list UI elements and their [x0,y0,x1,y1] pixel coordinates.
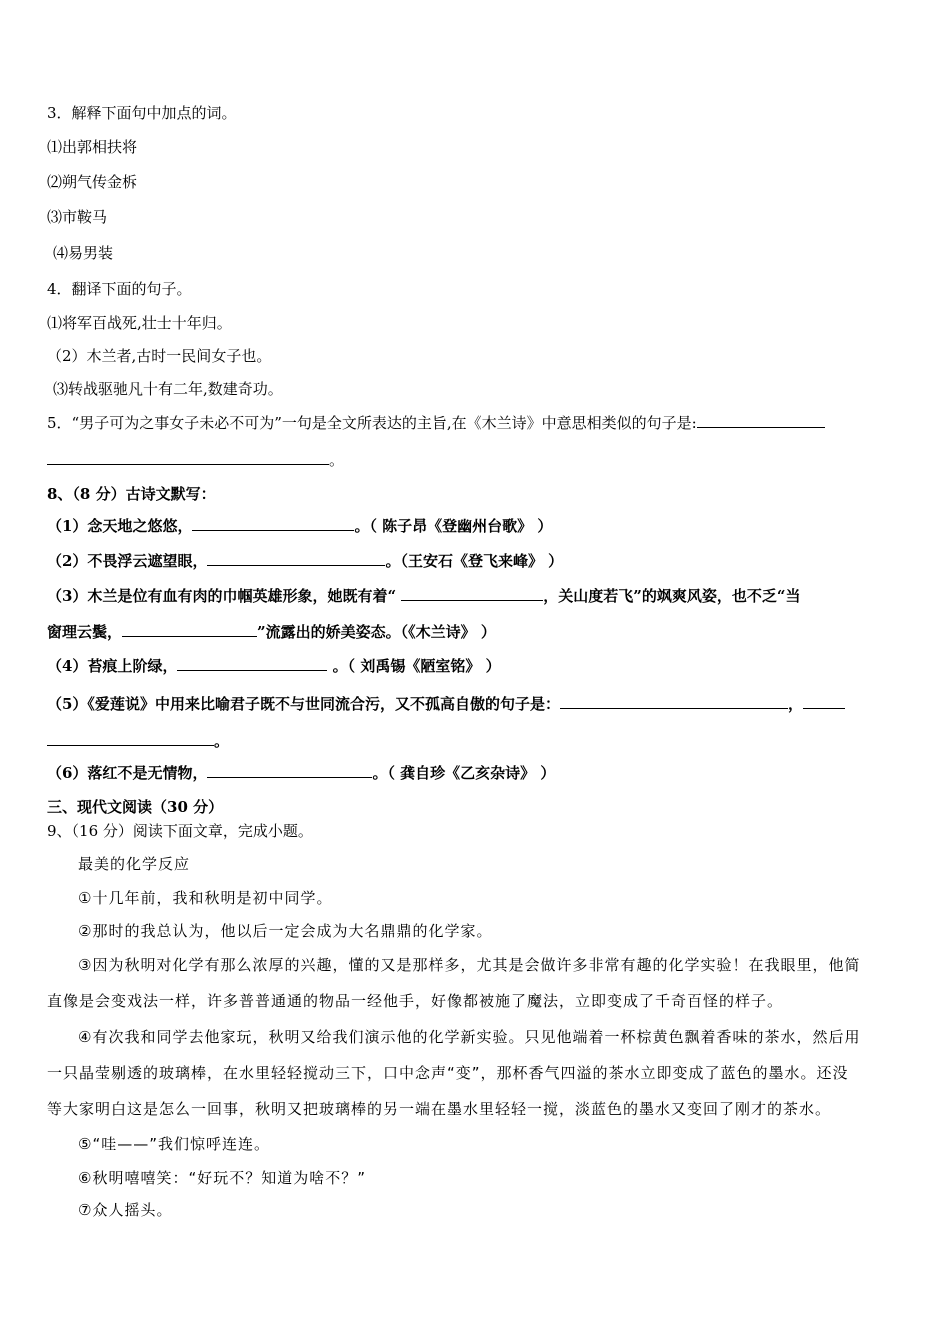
q3-title: 3．解释下面句中加点的词。 [47,104,237,122]
paragraph-5: ⑤“哇——”我们惊呼连连。 [78,1135,270,1153]
q8-l5-end: 。 [214,732,230,750]
q5-prompt: 5．“男子可为之事女子未必不可为”一句是全文所表达的主旨,在《木兰诗》中意思相类似的句子是: [47,414,697,432]
q8-line-4 [47,656,501,676]
q8-blank-6[interactable] [207,763,372,778]
q8-blank-3a[interactable] [401,586,543,601]
q5-text [47,413,825,433]
q8-l1-source: 。（ 陈子昂《登幽州台歌》 ） [354,517,553,535]
q8-line-1 [47,516,552,536]
q8-line-6 [47,763,555,783]
paragraph-3-line-1: ③因为秋明对化学有那么浓厚的兴趣，懂的又是那样多，尤其是会做许多非常有趣的化学实验！在我眼里，他简 [78,956,861,974]
q3-item-1: ⑴出郭相扶将 [47,138,138,156]
q4-title: 4．翻译下面的句子。 [47,280,192,298]
q8-line-5a [47,694,845,714]
q8-l4-source: 。（ 刘禹锡《陋室铭》 ） [327,657,501,675]
q8-line-5b [47,731,229,751]
q4-item-1: ⑴将军百战死,壮士十年归。 [47,314,232,332]
section3-title: 三、现代文阅读（30 分） [47,798,224,816]
q8-l3-prompt-2: 窗理云鬓， [47,623,123,641]
q8-line-3a [47,586,801,606]
q5-line-2 [47,450,344,470]
q8-l3-middle: ，关山度若飞”的飒爽风姿，也不乏“当 [543,587,801,605]
paragraph-1: ①十几年前，我和秋明是初中同学。 [78,889,333,907]
q8-l2-source: 。（王安石《登飞来峰》 ） [385,552,564,570]
q5-blank-2[interactable] [47,450,329,465]
q8-blank-3b[interactable] [122,622,257,637]
q8-blank-4[interactable] [177,656,327,671]
q4-item-3: ⑶转战驱驰凡十有二年,数建奇功。 [53,380,283,398]
paragraph-6: ⑥秋明嘻嘻笑：“好玩不？知道为啥不？” [78,1169,366,1187]
q8-header: 8、（8 分）古诗文默写： [47,485,216,503]
q8-l5-comma: ， [787,695,803,713]
q8-l3-prompt: （3）木兰是位有血有肉的巾帼英雄形象，她既有着“ [47,587,402,605]
q8-l4-prompt: （4）苔痕上阶绿， [47,657,178,675]
q8-l3-source: ”流露出的娇美姿态。（《木兰诗》 ） [257,623,496,641]
q8-l1-prompt: （1）念天地之悠悠， [47,517,193,535]
q8-blank-5a[interactable] [560,694,788,709]
q8-l2-prompt: （2）不畏浮云遮望眼， [47,552,208,570]
q4-item-2: （2）木兰者,古时一民间女子也。 [47,347,272,365]
paragraph-3-line-2: 直像是会变戏法一样，许多普普通通的物品一经他手，好像都被施了魔法，立即变成了千奇百怪的样子。 [47,992,784,1010]
q8-blank-1[interactable] [192,516,354,531]
q8-blank-5b[interactable] [803,694,845,709]
q8-line-2 [47,551,563,571]
q8-l6-source: 。（ 龚自珍《乙亥杂诗》 ） [372,764,556,782]
q5-blank-1[interactable] [697,413,825,428]
paragraph-2: ②那时的我总认为，他以后一定会成为大名鼎鼎的化学家。 [78,922,493,940]
q8-blank-5c[interactable] [47,731,214,746]
q8-l5-prompt: （5）《爱莲说》中用来比喻君子既不与世同流合污，又不孤高自傲的句子是： [47,695,560,713]
q3-item-3: ⑶市鞍马 [47,208,108,226]
q3-item-2: ⑵朔气传金柝 [47,173,138,191]
q3-item-4: ⑷易男装 [53,244,114,262]
paragraph-7: ⑦众人摇头。 [78,1201,173,1219]
q8-line-3b [47,622,496,642]
article-title: 最美的化学反应 [78,855,191,873]
paragraph-4-line-1: ④有次我和同学去他家玩，秋明又给我们演示他的化学新实验。只见他端着一杯棕黄色飘着香味的茶水，然后用 [78,1028,861,1046]
q9-header: 9、（16 分）阅读下面文章，完成小题。 [47,822,313,840]
q8-l6-prompt: （6）落红不是无情物， [47,764,208,782]
paragraph-4-line-3: 等大家明白这是怎么一回事，秋明又把玻璃棒的另一端在墨水里轻轻一搅，淡蓝色的墨水又变回了刚才的茶水。 [47,1100,832,1118]
paragraph-4-line-2: 一只晶莹剔透的玻璃棒，在水里轻轻搅动三下，口中念声“变”，那杯香气四溢的茶水立即变成了蓝色的墨水。还没 [47,1064,849,1082]
q8-blank-2[interactable] [207,551,385,566]
q5-end: 。 [329,451,345,469]
